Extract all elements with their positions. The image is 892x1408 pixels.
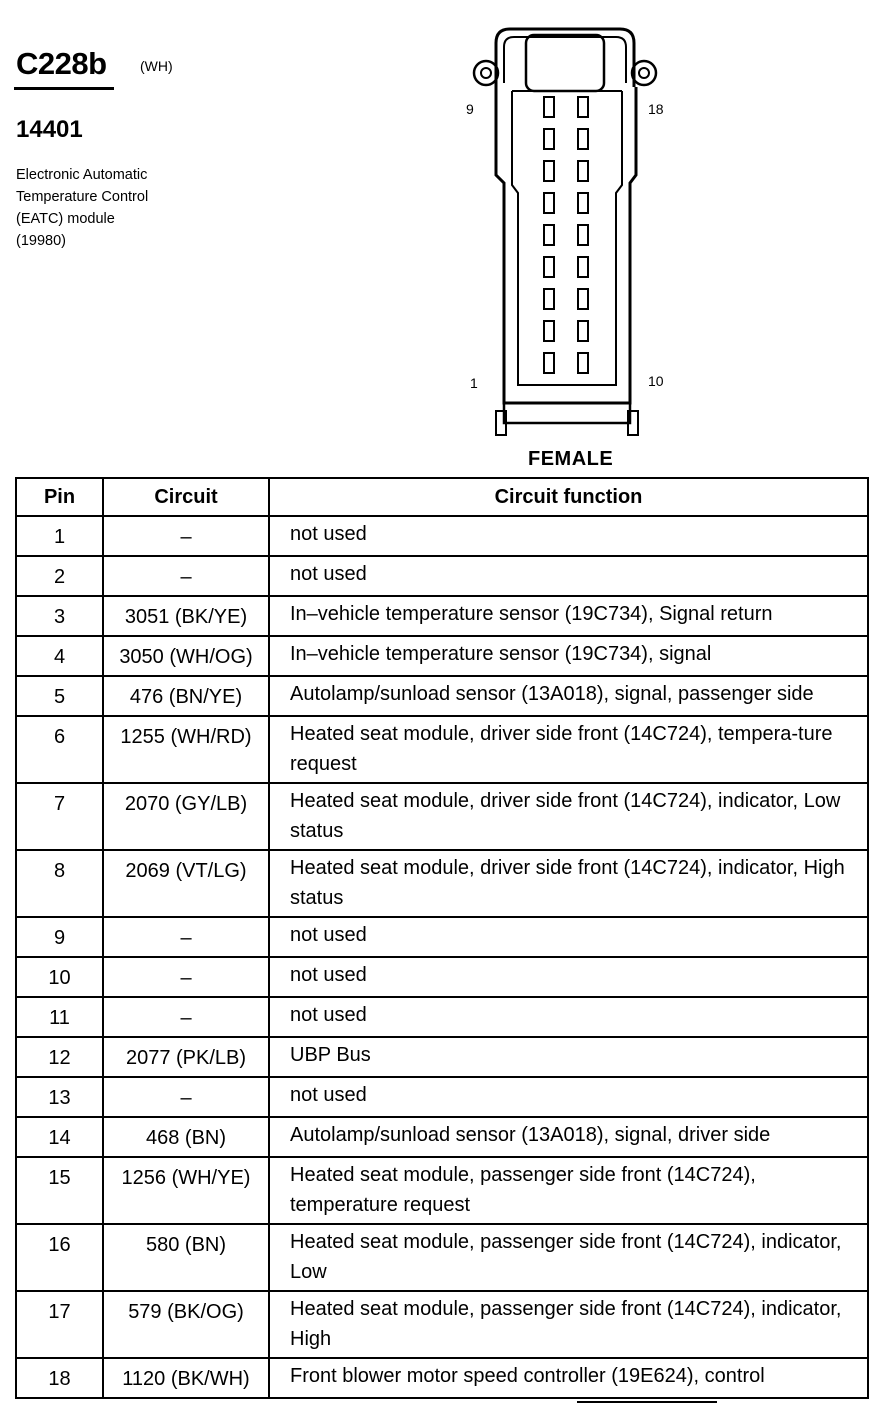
circuit-function-cell: Autolamp/sunload sensor (13A018), signal, driver side (269, 1117, 868, 1157)
pin-cell: 3 (16, 596, 103, 636)
circuit-function-cell: Heated seat module, passenger side front (14C724), temperature request (269, 1157, 868, 1224)
connector-gender-label: FEMALE (528, 448, 614, 470)
circuit-cell: – (103, 957, 269, 997)
pin-cell: 16 (16, 1224, 103, 1291)
pin-cell: 5 (16, 676, 103, 716)
table-row (16, 596, 868, 636)
circuit-function-cell: not used (269, 997, 868, 1037)
table-row (16, 997, 868, 1037)
pin-label-bottom-right: 10 (648, 373, 664, 389)
pin-slot (578, 97, 588, 117)
description-line: (19980) (16, 233, 66, 249)
table-row (16, 636, 868, 676)
pin-cell: 10 (16, 957, 103, 997)
circuit-cell: 580 (BN) (103, 1224, 269, 1291)
footer-rule (577, 1401, 717, 1403)
pin-cell: 9 (16, 917, 103, 957)
pinout-table (15, 477, 869, 1399)
circuit-function-cell: not used (269, 516, 868, 556)
pin-cell: 17 (16, 1291, 103, 1358)
pin-cell: 14 (16, 1117, 103, 1157)
pin-slot (578, 193, 588, 213)
table-row (16, 676, 868, 716)
description-line: (EATC) module (16, 211, 115, 227)
pin-label-top-left: 9 (466, 101, 474, 117)
header-circuit: Circuit (103, 478, 269, 516)
table-row (16, 1224, 868, 1291)
circuit-cell: – (103, 917, 269, 957)
table-row (16, 1117, 868, 1157)
table-row (16, 1037, 868, 1077)
pin-slot (578, 321, 588, 341)
pin-slot (544, 129, 554, 149)
circuit-cell: – (103, 997, 269, 1037)
pin-slot (544, 193, 554, 213)
table-row (16, 1358, 868, 1398)
table-row (16, 957, 868, 997)
pin-slot (544, 289, 554, 309)
description-line: Electronic Automatic (16, 167, 148, 183)
pin-slot (544, 257, 554, 277)
pin-cell: 7 (16, 783, 103, 850)
circuit-function-cell: not used (269, 556, 868, 596)
circuit-function-cell: Front blower motor speed controller (19E624), control (269, 1358, 868, 1398)
table-row (16, 850, 868, 917)
circuit-function-cell: Autolamp/sunload sensor (13A018), signal, passenger side (269, 676, 868, 716)
table-row (16, 1291, 868, 1358)
table-header-row (16, 478, 868, 516)
pin-cell: 13 (16, 1077, 103, 1117)
pin-slot (544, 161, 554, 181)
pin-slot (578, 161, 588, 181)
circuit-function-cell: not used (269, 1077, 868, 1117)
pin-cell: 15 (16, 1157, 103, 1224)
circuit-cell: – (103, 1077, 269, 1117)
table-row (16, 783, 868, 850)
pin-cell: 18 (16, 1358, 103, 1398)
pin-cell: 12 (16, 1037, 103, 1077)
header-circuit-function: Circuit function (269, 478, 868, 516)
circuit-cell: 1120 (BK/WH) (103, 1358, 269, 1398)
circuit-function-cell: Heated seat module, passenger side front (14C724), indicator, High (269, 1291, 868, 1358)
circuit-function-cell: In–vehicle temperature sensor (19C734), Signal return (269, 596, 868, 636)
circuit-cell: 2070 (GY/LB) (103, 783, 269, 850)
description-line: Temperature Control (16, 189, 149, 205)
circuit-cell: 1255 (WH/RD) (103, 716, 269, 783)
table-row (16, 556, 868, 596)
circuit-function-cell: not used (269, 917, 868, 957)
circuit-function-cell: Heated seat module, driver side front (14C724), indicator, Low status (269, 783, 868, 850)
pin-cell: 4 (16, 636, 103, 676)
circuit-cell: 579 (BK/OG) (103, 1291, 269, 1358)
pin-slot (544, 225, 554, 245)
pin-cell: 2 (16, 556, 103, 596)
table-row (16, 516, 868, 556)
table-row (16, 1157, 868, 1224)
circuit-cell: 468 (BN) (103, 1117, 269, 1157)
pin-slot (544, 321, 554, 341)
pin-slot (578, 257, 588, 277)
circuit-cell: – (103, 516, 269, 556)
circuit-function-cell: Heated seat module, driver side front (14C724), tempera-ture request (269, 716, 868, 783)
circuit-function-cell: not used (269, 957, 868, 997)
circuit-cell: 1256 (WH/YE) (103, 1157, 269, 1224)
pin-slot (544, 97, 554, 117)
circuit-cell: 3051 (BK/YE) (103, 596, 269, 636)
circuit-cell: 476 (BN/YE) (103, 676, 269, 716)
connector-face-diagram (460, 25, 670, 445)
pin-cell: 1 (16, 516, 103, 556)
table-row (16, 1077, 868, 1117)
table-row (16, 716, 868, 783)
pin-label-bottom-left: 1 (470, 375, 478, 391)
pin-label-top-right: 18 (648, 101, 664, 117)
connector-id-underline (14, 87, 114, 90)
circuit-cell: 2077 (PK/LB) (103, 1037, 269, 1077)
part-number: 14401 (16, 116, 83, 143)
circuit-function-cell: UBP Bus (269, 1037, 868, 1077)
connector-id: C228b (16, 46, 107, 81)
table-row (16, 917, 868, 957)
pin-slot (578, 225, 588, 245)
circuit-cell: 2069 (VT/LG) (103, 850, 269, 917)
pin-cell: 8 (16, 850, 103, 917)
circuit-function-cell: Heated seat module, driver side front (14C724), indicator, High status (269, 850, 868, 917)
pin-cell: 6 (16, 716, 103, 783)
circuit-cell: 3050 (WH/OG) (103, 636, 269, 676)
connector-color: (WH) (140, 58, 173, 74)
pin-slot (578, 353, 588, 373)
circuit-cell: – (103, 556, 269, 596)
pin-slot (544, 353, 554, 373)
pin-cell: 11 (16, 997, 103, 1037)
circuit-function-cell: In–vehicle temperature sensor (19C734), signal (269, 636, 868, 676)
pin-slot (578, 129, 588, 149)
header-pin: Pin (16, 478, 103, 516)
circuit-function-cell: Heated seat module, passenger side front (14C724), indicator, Low (269, 1224, 868, 1291)
connector-description (16, 164, 276, 252)
pin-slot (578, 289, 588, 309)
